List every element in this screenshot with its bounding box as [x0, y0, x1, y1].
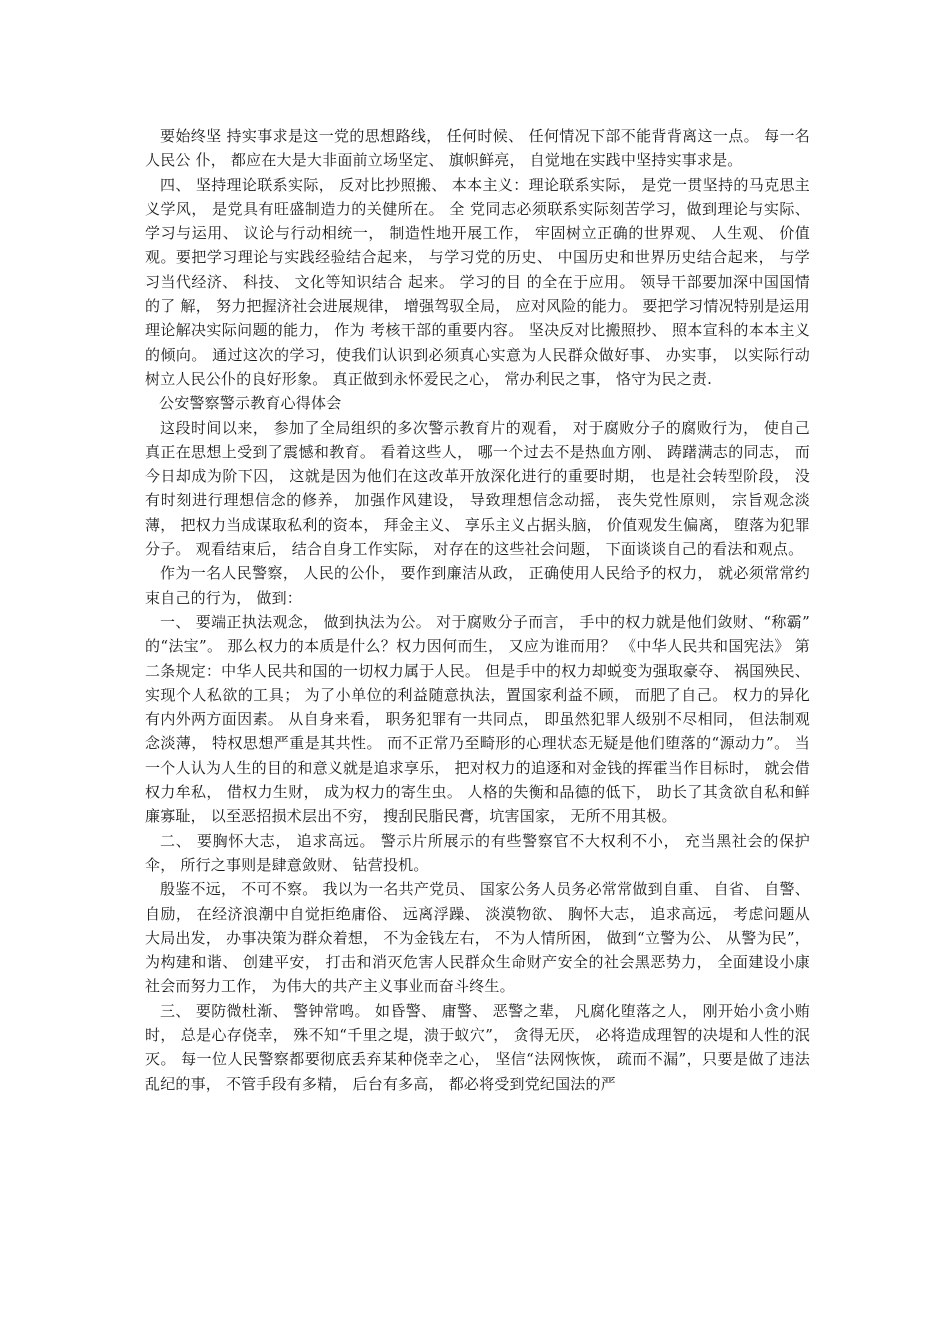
paragraph-4: 作为一名人民警察， 人民的公仆， 要作到廉洁从政， 正确使用人民给予的权力， 就必须常常约束自己的行为， 做到： — [145, 564, 810, 607]
section-title: 公安警察警示教育心得体会 — [159, 394, 342, 413]
paragraph-5: 一、 要端正执法观念， 做到执法为公。 对于腐败分子而言， 手中的权力就是他们敛财、“称霸” 的“法宝”。 那么权力的本质是什么？权力因何而生， 又应为谁而用？ 《中华人民共和国宪法》 第二条规定：中华人民共和国的一切权力属于人民。 但是手中的权力却蜕变为强取豪夺、 祸国殃民、 实现个人私欲的工具； 为了小单位的利益随意执法，置国家利益不顾， 而肥了自己。 权力的异化有内外两方面因素。 从自身来看， 职务犯罪有一共同点， 即虽然犯罪人级别不尽相同， 但法制观念淡薄， 特权思想严重是其共性。 而不正常乃至畸形的心理状态无疑是他们堕落的“源动力”。 当一个人认为人生的目的和意义就是追求享乐， 把对权力的追逐和对金钱的挥霍当作目标时， 就会借权力牟私， 借权力生财， 成为权力的寄生虫。 人格的失衡和品德的低下， 助长了其贪欲自私和鲜廉寡耻， 以至恶招损术层出不穷， 搜刮民脂民膏，坑害国家， 无所不用其极。 — [145, 612, 810, 826]
paragraph-2: 四、 坚持理论联系实际， 反对比抄照搬、 本本主义：理论联系实际， 是党一贯坚持的马克思主义学风， 是党具有旺盛制造力的关健所在。 全 党同志必须联系实际刻苦学习，做到理论与实际、 学习与运用、 议论与行动相统一， 制造性地开展工作， 牢固树立正确的世界观、 人生观、 价值观。要把学习理论与实践经验结合起来， 与学习党的历史、 中国历史和世界历史结合起来， 与学习当代经济、 科技、 文化等知识结合 起来。 学习的目 的全在于应用。 领导干部要加深中国国情的了 解， 努力把握济社会进展规律， 增强驾驭全局， 应对风险的能力。 要把学习情况特别是运用理论解决实际问题的能力， 作为 考核干部的重要内容。 坚决反对比搬照抄、 照本宣科的本本主义的倾向。 通过这次的学习，使我们认识到必须真心实意为人民群众做好事、 办实事， 以实际行动 树立人民公仆的良好形象。 真正做到永怀爱民之心， 常办利民之事， 恪守为民之责. — [145, 175, 810, 388]
paragraph-6: 二、 要胸怀大志， 追求高远。 警示片所展示的有些警察官不大权利不小， 充当黑社会的保护伞， 所行之事则是肆意敛财、 钻营投机。 — [145, 831, 810, 874]
paragraph-1: 要始终坚 持实事求是这一党的思想路线， 任何时候、 任何情况下部不能背背离这一点。 每一名人民公 仆， 都应在大是大非面前立场坚定、 旗帜鲜亮， 自觉地在实践中坚持实事求是。 — [145, 127, 810, 170]
paragraph-3: 这段时间以来， 参加了全局组织的多次警示教育片的观看， 对于腐败分子的腐败行为， 使自己真正在思想上受到了震憾和教育。 看着这些人， 哪一个过去不是热血方刚、 踌躇满志的同志， 而今日却成为阶下囚， 这就是因为他们在这改革开放深化进行的重要时期， 也是社会转型阶段， 没有时刻进行理想信念的修养， 加强作风建设， 导致理想信念动摇， 丧失党性原则， 宗旨观念淡薄， 把权力当成谋取私利的资本， 拜金主义、 享乐主义占据头脑， 价值观发生偏离， 堕落为犯罪分子。 观看结束后， 结合自身工作实际， 对存在的这些社会问题， 下面谈谈自己的看法和观点。 — [145, 418, 810, 559]
document-page — [145, 124, 810, 1096]
paragraph-8: 三、 要防微杜渐、 警钟常鸣。 如昏警、 庸警、 恶警之辈， 凡腐化堕落之人， 刚开始小贪小贿时， 总是心存侥幸， 殊不知“千里之堤，溃于蚁穴”， 贪得无厌， 必将造成理智的决堤和人性的泯灭。 每一位人民警察都要彻底丢弃某种侥幸之心， 坚信“法网恢恢， 疏而不漏”，只要是做了违法乱纪的事， 不管手段有多精， 后台有多高， 都必将受到党纪国法的严 — [145, 1001, 810, 1093]
paragraph-7: 殷鉴不远， 不可不察。 我以为一名共产党员、 国家公务人员务必常常做到自重、 自省、 自警、 自励， 在经济浪潮中自觉拒绝庸俗、 远离浮躁、 淡漠物欲、 胸怀大志， 追求高远， 考虑问题从大局出发， 办事决策为群众着想， 不为金钱左右， 不为人情所困， 做到“立警为公、 从警为民”， 为构建和谐、 创建平安， 打击和消灭危害人民群众生命财产安全的社会黑恶势力， 全面建设小康社会而努力工作， 为伟大的共产主义事业而奋斗终生。 — [145, 880, 810, 996]
